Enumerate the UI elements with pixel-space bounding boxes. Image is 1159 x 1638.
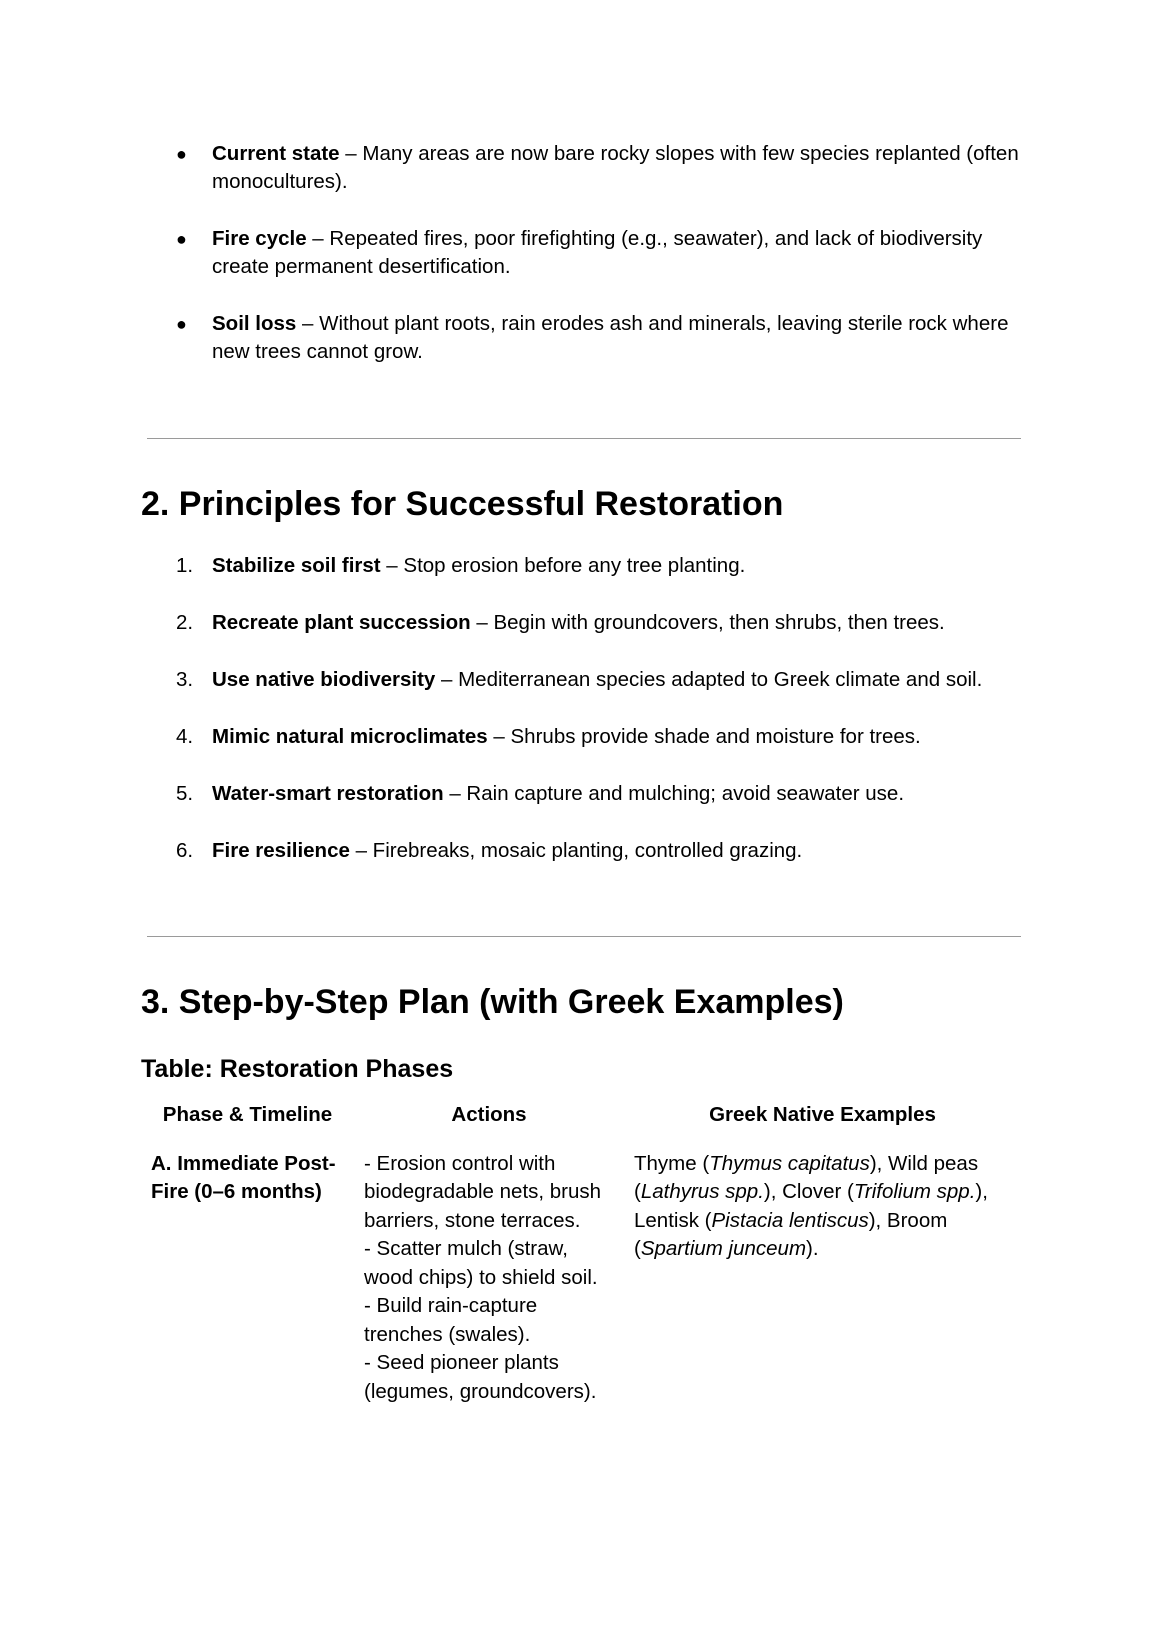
- action-line: - Scatter mulch (straw, wood chips) to shield soil.: [364, 1237, 598, 1289]
- horizontal-divider: [147, 936, 1021, 937]
- principle-term: Stabilize soil first: [212, 554, 381, 577]
- bullet-icon: ●: [176, 144, 187, 164]
- example-text: ), Lentisk (: [634, 1180, 988, 1232]
- scientific-name: Lathyrus spp.: [640, 1180, 764, 1203]
- section-heading: 3. Step-by-Step Plan (with Greek Examples): [141, 983, 844, 1021]
- scientific-name: Thymus capitatus: [709, 1151, 870, 1175]
- table-header-row: [141, 1097, 1021, 1150]
- actions-cell: [354, 1150, 624, 1407]
- list-item: [176, 609, 1056, 637]
- principle-text: – Begin with groundcovers, then shrubs, then trees.: [470, 611, 945, 634]
- action-line: - Seed pioneer plants (legumes, groundcovers).: [364, 1351, 597, 1403]
- principle-term: Mimic natural microclimates: [212, 725, 488, 748]
- example-text: ), Clover (: [763, 1180, 854, 1203]
- list-item: [176, 310, 1036, 366]
- bullet-term: Fire cycle: [212, 227, 307, 250]
- list-number: 2.: [176, 611, 194, 634]
- principles-numbered-list: [176, 552, 1056, 894]
- table-row: [141, 1150, 1021, 1407]
- action-line: - Erosion control with biodegradable nets, brush barriers, stone terraces.: [364, 1151, 602, 1232]
- list-item: [176, 552, 1056, 580]
- principle-text: – Rain capture and mulching; avoid seawater use.: [443, 782, 905, 805]
- list-item: [176, 140, 1036, 196]
- scientific-name: Spartium junceum: [640, 1237, 807, 1260]
- bullet-term: Soil loss: [212, 312, 297, 335]
- list-number: 5.: [176, 782, 194, 805]
- problem-bullet-list: [176, 140, 1036, 395]
- list-number: 3.: [176, 668, 194, 691]
- example-text: Thyme (: [634, 1151, 710, 1175]
- scientific-name: Pistacia lentiscus: [711, 1208, 869, 1232]
- action-line: - Build rain-capture trenches (swales).: [364, 1294, 538, 1346]
- list-number: 6.: [176, 839, 194, 862]
- principle-text: – Stop erosion before any tree planting.: [380, 554, 746, 577]
- list-item: [176, 666, 1056, 694]
- bullet-text: – Without plant roots, rain erodes ash and minerals, leaving sterile rock where new trees cannot grow.: [212, 312, 1009, 363]
- example-text: ).: [806, 1237, 819, 1260]
- column-header-examples: Greek Native Examples: [709, 1103, 936, 1126]
- bullet-text: – Many areas are now bare rocky slopes with few species replanted (often monocultures).: [212, 142, 1019, 193]
- examples-cell: [624, 1150, 1021, 1407]
- principle-text: – Firebreaks, mosaic planting, controlled grazing.: [349, 839, 803, 862]
- bullet-term: Current state: [212, 142, 340, 165]
- example-text: ), Wild peas (: [634, 1151, 979, 1203]
- phase-cell: A. Immediate Post-Fire (0–6 months): [151, 1151, 336, 1203]
- bullet-text: – Repeated fires, poor firefighting (e.g., seawater), and lack of biodiversity create permanent desertification.: [212, 227, 983, 278]
- horizontal-divider: [147, 438, 1021, 439]
- bullet-icon: ●: [176, 229, 187, 249]
- list-number: 1.: [176, 554, 194, 577]
- scientific-name: Trifolium spp.: [853, 1180, 976, 1203]
- section-heading: 2. Principles for Successful Restoration: [141, 485, 784, 523]
- bullet-icon: ●: [176, 314, 187, 334]
- principle-term: Use native biodiversity: [212, 668, 436, 691]
- list-item: [176, 225, 1036, 281]
- list-item: [176, 723, 1056, 751]
- principle-text: – Shrubs provide shade and moisture for trees.: [487, 725, 921, 748]
- example-text: ), Broom (: [634, 1208, 948, 1260]
- principle-text: – Mediterranean species adapted to Greek climate and soil.: [435, 668, 983, 691]
- list-number: 4.: [176, 725, 194, 748]
- principle-term: Recreate plant succession: [212, 611, 471, 634]
- table-title: Table: Restoration Phases: [141, 1055, 454, 1083]
- principle-term: Fire resilience: [212, 839, 350, 862]
- list-item: [176, 780, 1056, 808]
- principle-term: Water-smart restoration: [212, 782, 444, 805]
- column-header-phase: Phase & Timeline: [162, 1103, 333, 1126]
- column-header-actions: Actions: [451, 1103, 527, 1126]
- restoration-phases-table: [141, 1097, 1021, 1406]
- list-item: [176, 837, 1056, 865]
